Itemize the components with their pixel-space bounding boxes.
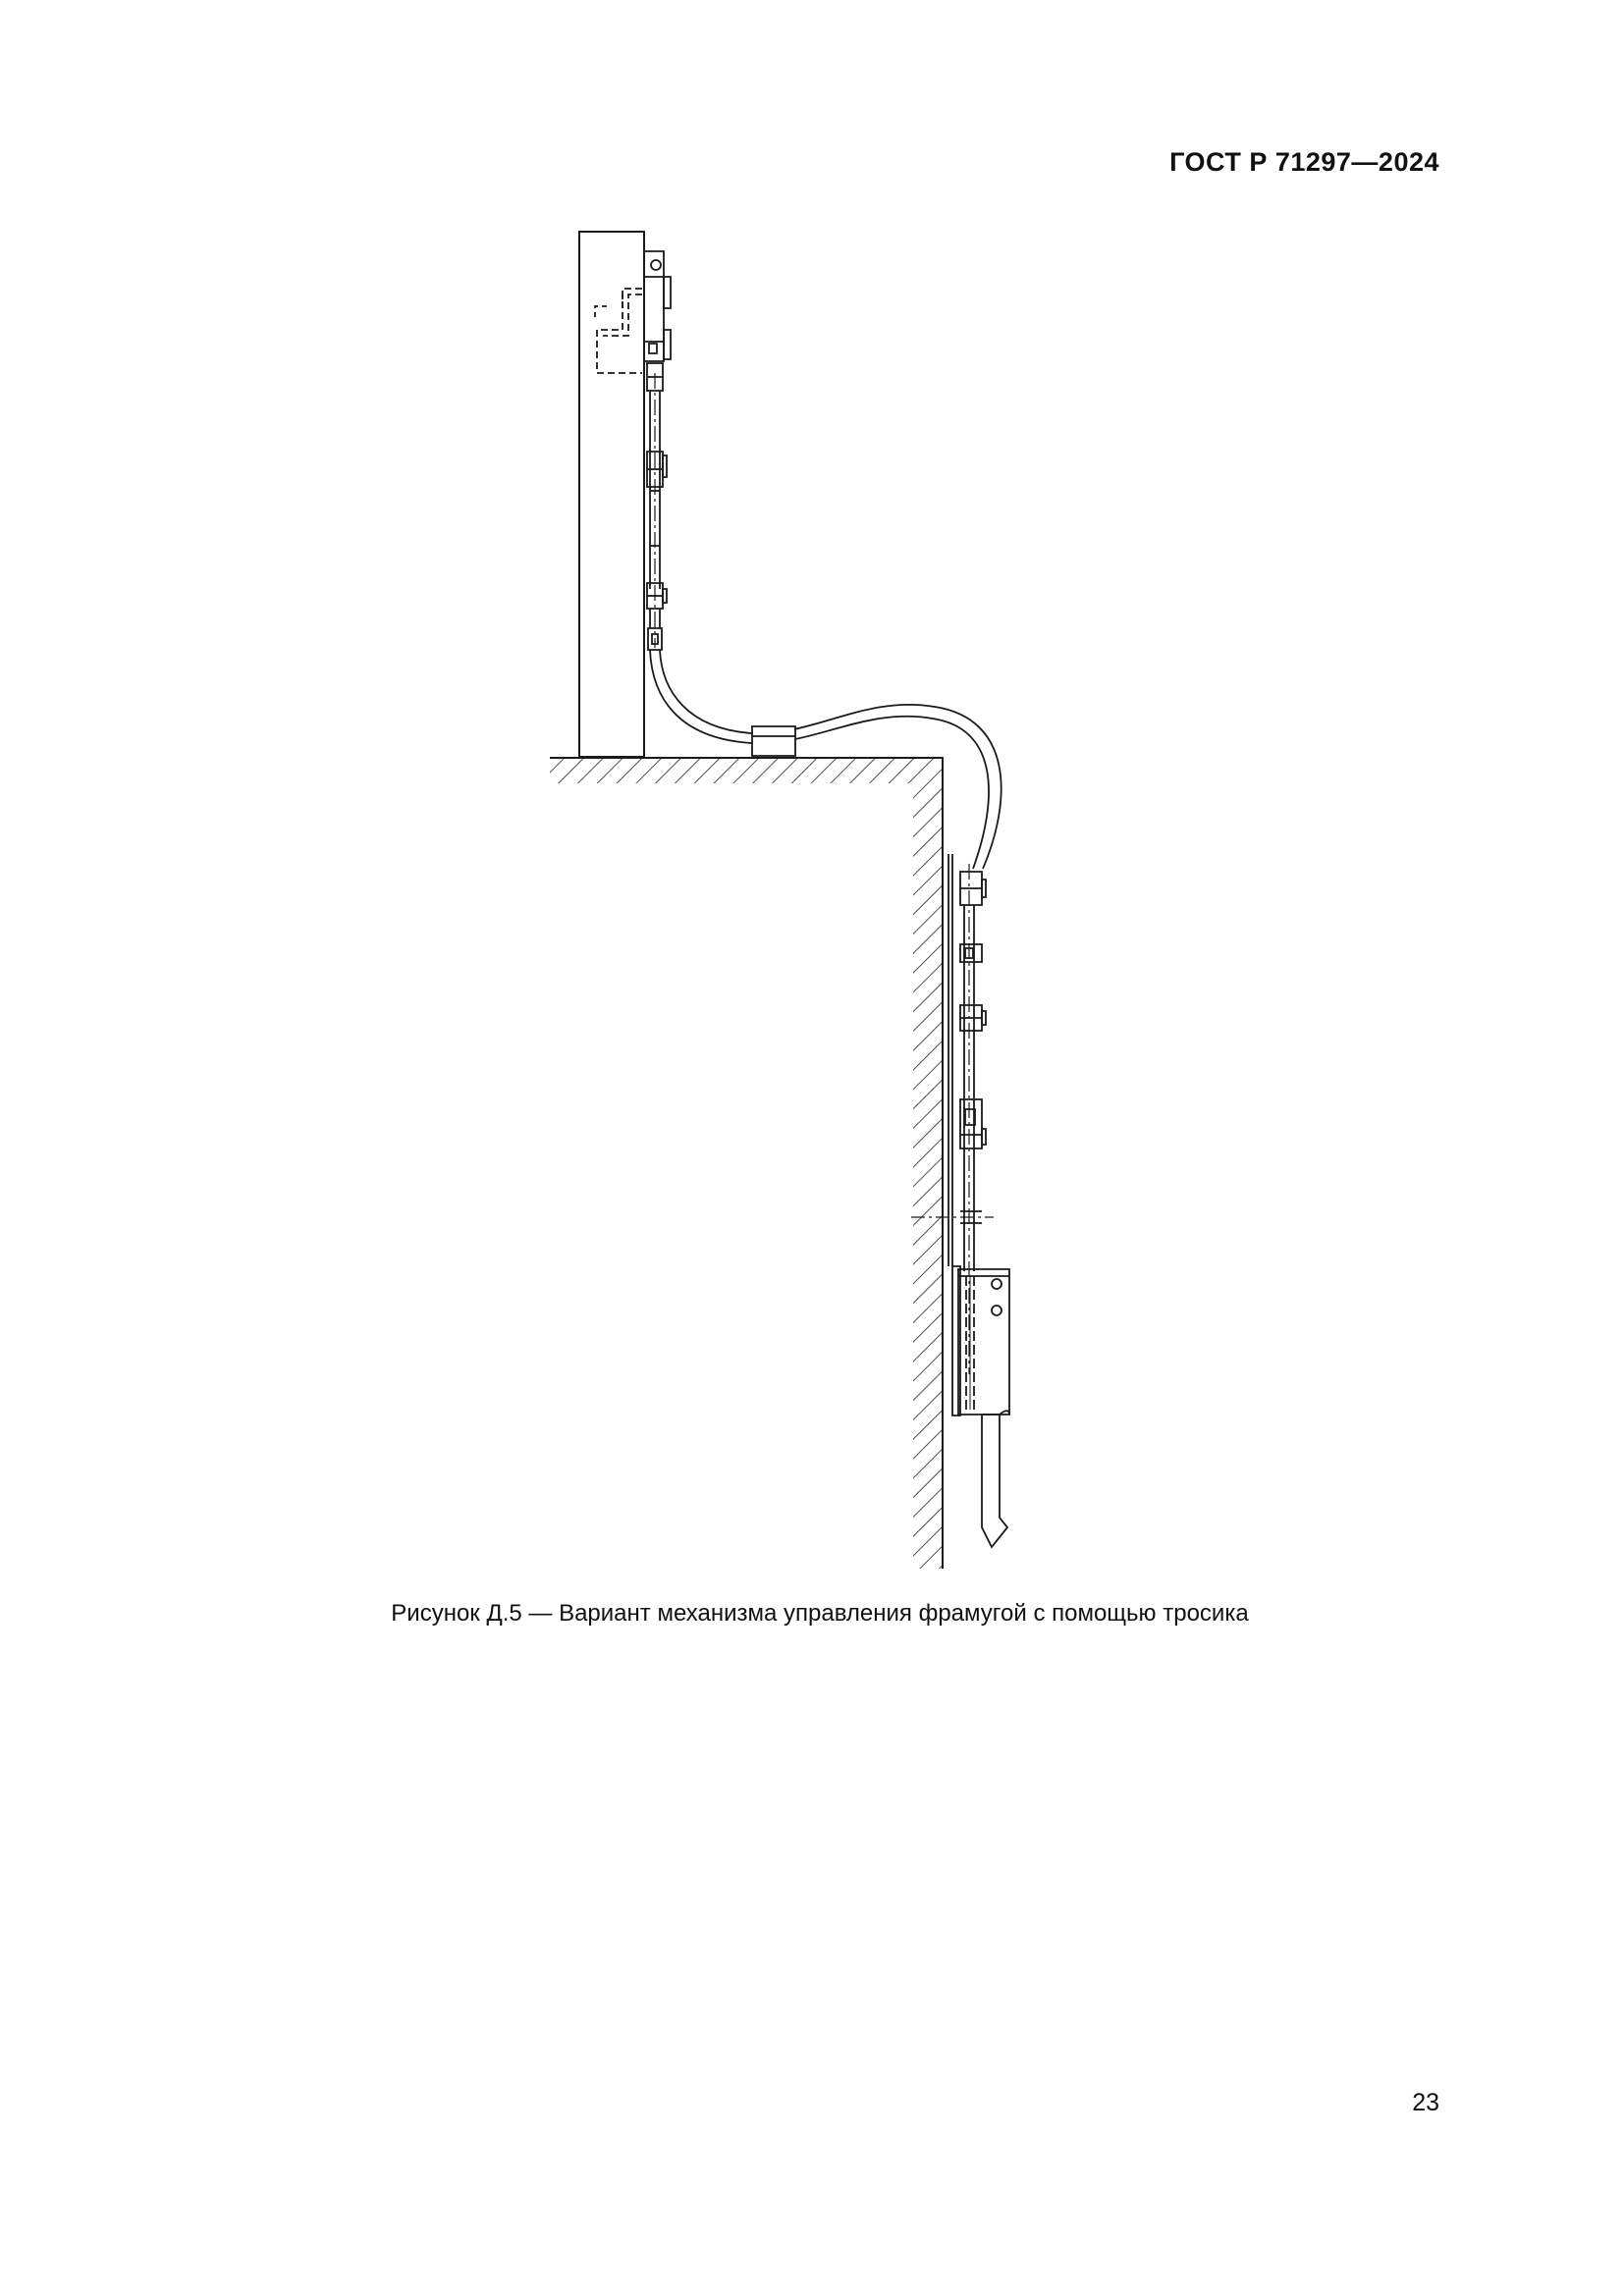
figure-caption <box>0 1600 1624 1628</box>
operating-handle <box>952 1266 1009 1547</box>
figure-caption-text: Рисунок Д.5 — Вариант механизма управления фрамугой с помощью тросика <box>391 1600 1249 1627</box>
page-number: 23 <box>1412 2089 1439 2116</box>
upper-lock <box>595 251 671 373</box>
cable-guide <box>752 726 795 756</box>
wall <box>550 758 943 1569</box>
transom-sash <box>579 232 644 757</box>
upper-rod <box>647 363 667 650</box>
standard-header: ГОСТ Р 71297—2024 <box>1169 147 1439 177</box>
